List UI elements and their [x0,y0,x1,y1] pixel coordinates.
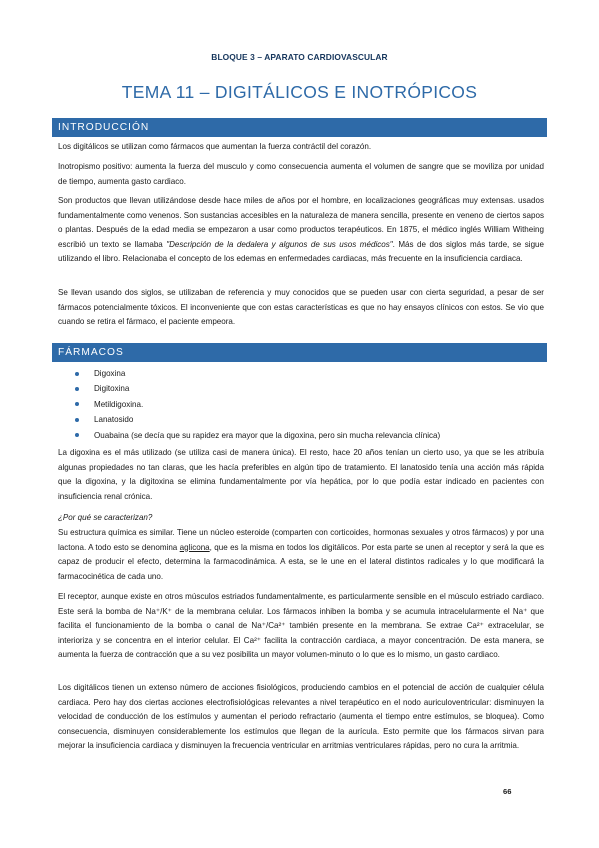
intro-paragraph-2: Inotropismo positivo: aumenta la fuerza del musculo y como consecuencia aumenta el volumen de sangre que se moviliza por unidad de tiempo, aumenta gasto cardiaco. [58,162,544,186]
bullet-icon [75,372,79,376]
farmacos-paragraph-2: Su estructura química es similar. Tiene un núcleo esteroide (comparten con corticoides, hormonas sexuales y otros fármacos) y por una lactona. A todo esto se denomina aglicona, que es la misma en todos los digitálicos. Por esta parte se unen al receptor y será la que es capaz de producir el efecto, determina la farmacodinámica. A esta, se le une en el lateral distintos radicales y lo que modificará la farmacocinética de cada uno. [58,528,544,581]
intro-paragraph-3 [58,194,544,267]
question-heading: ¿Por qué se caracterizan? [58,513,153,522]
list-item: Metildigoxina. [58,397,544,412]
list-item: Digoxina [58,366,544,381]
section-heading-farmacos: FÁRMACOS [52,343,547,362]
bullet-icon [75,418,79,422]
drug-list [58,366,544,443]
list-item: Lanatosido [58,412,544,427]
aglicona-underlined: aglicona [179,542,210,552]
intro-paragraph-4: Se llevan usando dos siglos, se utilizaban de referencia y muy conocidos que se pueden usar con cierta seguridad, a pesar de ser fármacos potencialmente tóxicos. El inconveniente que con estas características es que no hay ensayos clínicos con estos. Se vio que cuando se retira el fármaco, el paciente empeora. [58,288,544,326]
bullet-icon [75,387,79,391]
block-title: BLOQUE 3 – APARATO CARDIOVASCULAR [211,52,388,62]
page-number: 66 [503,787,512,796]
book-title-italic: "Descripción de la dedalera y algunos de sus usos médicos" [166,239,393,249]
list-item: Ouabaina (se decía que su rapidez era mayor que la digoxina, pero sin mucha relevancia clínica) [58,428,544,443]
intro-p3-text-b: . Más de dos siglos más tarde, se sigue utilizando el libro. Relacionaba el concepto de los edemas en enfermedades cardiacas, más frecuente en la insuficiencia cardiaca. [58,239,545,263]
farmacos-paragraph-3: El receptor, aunque existe en otros músculos estriados fundamentalmente, es particularmente sensible en el músculo estriado cardiaco. Este será la bomba de Na⁺/K⁺ de la membrana celular. Los fármacos inhiben la bomba y se acumula intracelularmente el Na⁺ que facilita el funcionamiento de la bomba o canal de Na⁺/Ca²⁺ también presente en la membrana. Se extrae Ca²⁺ extracelular, se interioriza y se concentra en el interior celular. El Ca²⁺ facilita la contracción cardiaca, a mayor concentración. De esta manera, se aumenta la fuerza de contracción que a su vez posibilita un mayor volumen-minuto o lo que es lo mismo, un gasto cardiaco. [58,592,544,659]
section-heading-introduccion: INTRODUCCIÓN [52,118,547,137]
farmacos-paragraph-1: La digoxina es el más utilizado (se utiliza casi de manera única). El resto, hace 20 años tenían un cierto uso, ya que se les atribuía algunas propiedades no tan claras, que les hacía preferibles en algún tipo de tratamiento. El lanatosido tenía una acción más rápida que la digoxina, y la digitoxina se elimina fundamentalmente por vía hepática, por lo que podía estar indicado en pacientes con insuficiencia renal crónica. [58,448,544,501]
intro-p3-text-a: Son productos que llevan utilizándose desde hace miles de años por el hombre, en localizaciones geográficas muy extensas. usados fundamentalmente como venenos. Son sustancias accesibles en la naturaleza de manera sencilla, presente en veneno de ciertos sapos o plantas. Después de la edad media se empezaron a usar como productos terapéuticos. En 1875, el médico inglés William Witheing escribió un texto se llamaba [58,196,544,249]
bullet-icon [75,402,79,406]
page-title: TEMA 11 – DIGITÁLICOS E INOTRÓPICOS [121,82,478,102]
farmacos-paragraph-4: Los digitálicos tienen un extenso número de acciones fisiológicos, produciendo cambios en el potencial de acción de cualquier célula cardiaca. Pero hay dos ciertas acciones electrofisiológicas relevantes a nivel terapéutico en el nodo auriculoventricular: disminuyen la velocidad de conducción de los estímulos y aumentan el periodo refractario (aumenta el tiempo entre estímulos, se bloquea). Como consecuencia, disminuyen considerablemente los estímulos que llegan de la aurícula. Esto permite que los fármacos sirvan para mejorar la insuficiencia cardiaca y disminuyen la frecuencia ventricular en arritmias ventriculares rápidas, pero no cura la arritmia. [58,683,544,750]
intro-paragraph-1: Los digitálicos se utilizan como fármacos que aumentan la fuerza contráctil del corazón. [58,142,372,151]
bullet-icon [75,433,79,437]
list-item: Digitoxina [58,381,544,396]
